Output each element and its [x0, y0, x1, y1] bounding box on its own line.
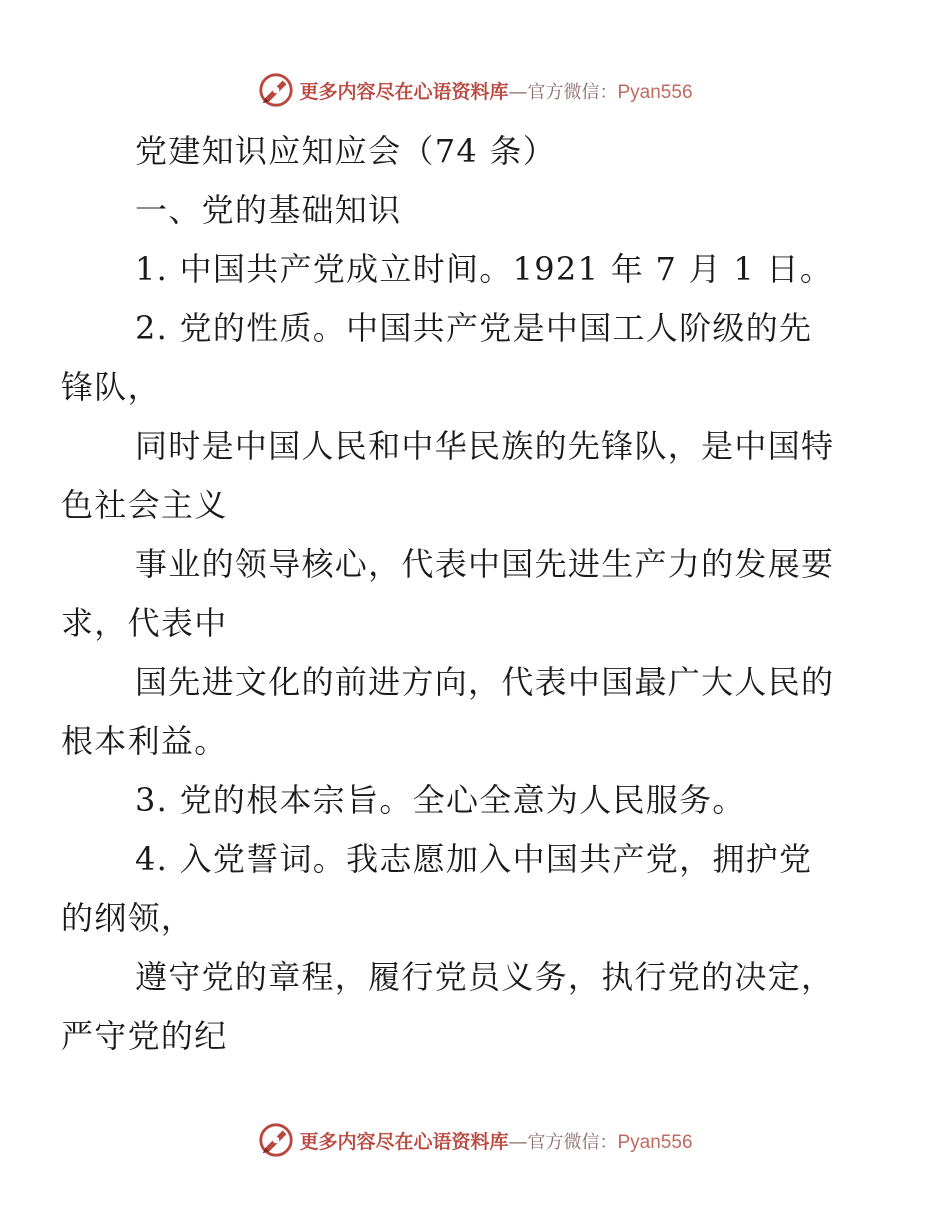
- item-2-cont-a-line-1: 同时是中国人民和中华民族的先锋队，是中国特: [135, 427, 835, 465]
- item-1: 1. 中国共产党成立时间。1921 年 7 月 1 日。: [135, 250, 834, 288]
- item-4-line-1: 4. 入党誓词。我志愿加入中国共产党，拥护党: [135, 840, 813, 878]
- item-2-cont-a: [61, 417, 858, 535]
- item-2-cont-a-line-2: 色社会主义: [61, 486, 228, 524]
- banner-wechat-label: 官方微信：: [527, 81, 618, 103]
- item-2-line-2: 锋队，: [61, 368, 161, 406]
- item-2: [61, 299, 858, 417]
- banner-separator: —: [508, 1130, 528, 1153]
- item-2-cont-c: [61, 653, 858, 771]
- footer-watermark-banner: [0, 1120, 950, 1160]
- section-heading: 一、党的基础知识: [135, 191, 402, 229]
- item-2-cont-b: [61, 535, 858, 653]
- banner-main-text: 更多内容尽在心语资料库: [299, 80, 509, 103]
- document-title: 党建知识应知应会（74 条）: [135, 132, 557, 170]
- item-2-cont-b-line-1: 事业的领导核心，代表中国先进生产力的发展要: [135, 545, 835, 583]
- item-4-cont-line-1: 遵守党的章程，履行党员义务，执行党的决定，: [135, 958, 835, 996]
- banner-wechat-label: 官方微信：: [527, 1131, 618, 1153]
- document-body: [61, 122, 858, 1066]
- pen-logo-icon: [257, 1121, 295, 1159]
- item-2-line-1: 2. 党的性质。中国共产党是中国工人阶级的先: [135, 309, 813, 347]
- pen-logo-icon: [257, 71, 295, 109]
- item-4-cont-line-2: 严守党的纪: [61, 1017, 228, 1055]
- item-4-cont: [61, 948, 858, 1066]
- header-watermark-banner: [0, 70, 950, 110]
- item-2-cont-c-line-2: 根本利益。: [61, 722, 228, 760]
- item-4-line-2: 的纲领，: [61, 899, 195, 937]
- item-2-cont-b-line-2: 求，代表中: [61, 604, 228, 642]
- item-2-cont-c-line-1: 国先进文化的前进方向，代表中国最广大人民的: [135, 663, 835, 701]
- item-4: [61, 830, 858, 948]
- banner-wechat-id: Pyan556: [617, 1131, 693, 1153]
- banner-wechat-id: Pyan556: [617, 81, 693, 103]
- item-3: 3. 党的根本宗旨。全心全意为人民服务。: [135, 781, 746, 819]
- banner-main-text: 更多内容尽在心语资料库: [299, 1130, 509, 1153]
- banner-separator: —: [508, 80, 528, 103]
